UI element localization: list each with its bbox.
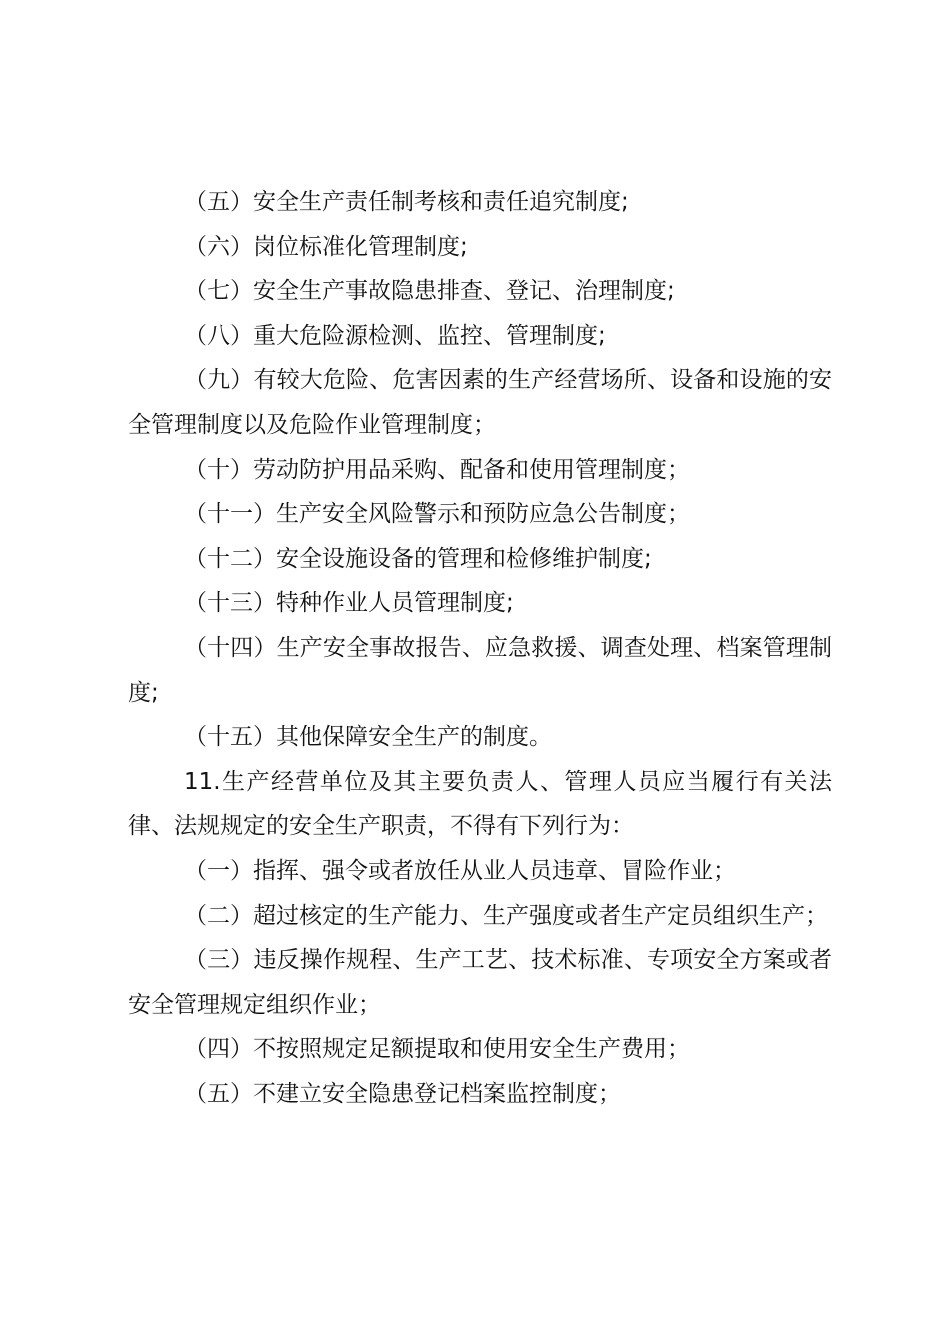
paragraph-item-5: （五）安全生产责任制考核和责任追究制度; (184, 189, 629, 215)
paragraph-item-15: （十五）其他保障安全生产的制度。 (184, 724, 552, 751)
document-body (128, 180, 832, 1116)
paragraph-item-11: （十一）生产安全风险警示和预防应急公告制度； (184, 501, 690, 528)
paragraph-item-6: （六）岗位标准化管理制度; (184, 233, 468, 260)
prohibited-item-1: （一）指挥、强令或者放任从业人员违章、冒险作业； (184, 857, 736, 884)
prohibited-item-5: （五）不建立安全隐患登记档案监控制度； (184, 1080, 621, 1107)
prohibited-item-2: （二）超过核定的生产能力、生产强度或者生产定员组织生产； (184, 902, 828, 929)
paragraph-item-9: （九）有较大危险、危害因素的生产经营场所、设备和设施的安全管理制度以及危险作业管理制度； (128, 367, 832, 438)
paragraph-item-14: （十四）生产安全事故报告、应急救援、调查处理、档案管理制度; (128, 634, 832, 706)
prohibited-item-4: （四）不按照规定足额提取和使用安全生产费用； (184, 1036, 690, 1063)
paragraph-item-8: （八）重大危险源检测、监控、管理制度; (184, 322, 606, 349)
paragraph-item-13: （十三）特种作业人员管理制度; (184, 590, 514, 617)
prohibited-item-3: （三）违反操作规程、生产工艺、技术标准、专项安全方案或者安全管理规定组织作业； (128, 947, 832, 1018)
paragraph-item-12: （十二）安全设施设备的管理和检修维护制度; (184, 545, 652, 572)
article-11-heading: 11.生产经营单位及其主要负责人、管理人员应当履行有关法律、法规规定的安全生产职责，不得有下列行为： (128, 768, 832, 840)
paragraph-item-7: （七）安全生产事故隐患排查、登记、治理制度; (184, 278, 675, 305)
paragraph-item-10: （十）劳动防护用品采购、配备和使用管理制度； (184, 456, 690, 483)
